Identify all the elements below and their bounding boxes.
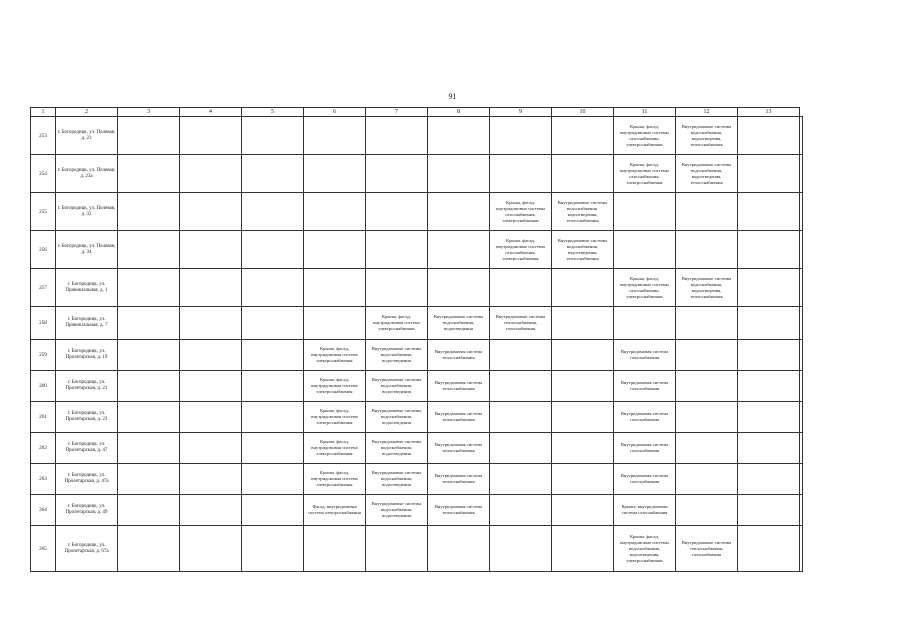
work-cell [676, 495, 738, 526]
work-text: Крыша, фасад, внутридомовые системы газоснабжения, электроснабжения [496, 199, 545, 223]
work-cell [180, 464, 242, 495]
work-text: Внутридомовые системы водоснабжения, водоотведения, теплоснабжения [681, 123, 732, 147]
work-cell [118, 231, 180, 269]
column-header: 8 [428, 108, 490, 117]
work-text: Внутридомовая система газоснабжения [620, 349, 669, 360]
work-text: Крыша, фасад, внутридомовые системы газоснабжения, электроснабжения [496, 237, 545, 261]
work-cell [676, 371, 738, 402]
work-cell [552, 117, 614, 155]
column-header: 13 [738, 108, 800, 117]
work-text: Внутридомовая система газоснабжения [620, 442, 669, 453]
row-number: 260 [31, 371, 56, 402]
work-text: Крыша, фасад, внутридомовая система электроснабжения [311, 377, 358, 394]
work-cell [118, 117, 180, 155]
work-cell [738, 269, 800, 307]
work-cell [800, 155, 803, 193]
work-cell [552, 340, 614, 371]
work-cell [676, 402, 738, 433]
work-cell [614, 117, 676, 155]
work-cell [118, 433, 180, 464]
work-cell [614, 495, 676, 526]
work-cell [738, 402, 800, 433]
work-cell [366, 371, 428, 402]
work-text: Внутридомовые системы водоснабжения, водоотведения, теплоснабжения [681, 161, 732, 185]
work-cell [428, 231, 490, 269]
work-cell [552, 464, 614, 495]
work-cell [242, 155, 304, 193]
work-text: Крыша, фасад, внутридомовые системы газоснабжения, электроснабжения [620, 161, 669, 185]
work-cell [676, 340, 738, 371]
column-header: 11 [614, 108, 676, 117]
work-cell [552, 495, 614, 526]
work-cell [428, 371, 490, 402]
work-cell [676, 526, 738, 572]
work-cell [490, 117, 552, 155]
work-cell [118, 526, 180, 572]
work-text: Внутридомовые системы водоснабжения, водоотведения, теплоснабжения [557, 237, 608, 261]
work-cell [242, 231, 304, 269]
work-text: Внутридомовые системы теплоснабжения, газоснабжения [495, 314, 546, 331]
work-cell [800, 269, 803, 307]
table-row [31, 155, 803, 193]
row-number: 261 [31, 402, 56, 433]
work-cell [242, 269, 304, 307]
work-cell [614, 402, 676, 433]
work-cell [738, 340, 800, 371]
work-cell [428, 433, 490, 464]
work-cell [800, 307, 803, 340]
work-cell [490, 402, 552, 433]
work-cell [552, 155, 614, 193]
work-cell [304, 433, 366, 464]
work-cell [366, 307, 428, 340]
table-row [31, 269, 803, 307]
work-cell [180, 193, 242, 231]
address-cell: г. Богородицк, ул. Полевая, д. 23 [56, 117, 118, 155]
work-cell [800, 402, 803, 433]
work-cell [180, 371, 242, 402]
work-text: Крыша, фасад, внутридомовые системы газоснабжения, электроснабжения [620, 123, 669, 147]
work-cell [118, 193, 180, 231]
work-text: Крыша, фасад, внутридомовая система электроснабжения [373, 314, 420, 331]
work-cell [738, 495, 800, 526]
work-cell [676, 193, 738, 231]
row-number: 256 [31, 231, 56, 269]
work-cell [676, 307, 738, 340]
address-cell: г. Богородицк, ул. Пролетарская, д. 49 [56, 495, 118, 526]
work-cell [614, 464, 676, 495]
work-cell [118, 340, 180, 371]
work-cell [366, 402, 428, 433]
table-row [31, 402, 803, 433]
work-cell [676, 231, 738, 269]
work-cell [800, 117, 803, 155]
work-cell [366, 340, 428, 371]
work-cell [552, 231, 614, 269]
address-cell: г. Богородицк, ул. Пролетарская, д. 23 [56, 402, 118, 433]
work-cell [738, 464, 800, 495]
work-cell [180, 526, 242, 572]
column-header: 6 [304, 108, 366, 117]
work-cell [304, 307, 366, 340]
address-cell: г. Богородицк, ул. Полевая, д. 32 [56, 193, 118, 231]
work-text: Внутридомовая система теплоснабжения [434, 380, 483, 391]
work-cell [242, 371, 304, 402]
work-cell [428, 464, 490, 495]
column-header: 7 [366, 108, 428, 117]
work-cell [242, 193, 304, 231]
work-text: Внутридомовая система теплоснабжения [434, 473, 483, 484]
work-cell [490, 155, 552, 193]
work-cell [242, 495, 304, 526]
work-cell [614, 269, 676, 307]
work-cell [552, 307, 614, 340]
work-cell [304, 402, 366, 433]
work-cell [676, 464, 738, 495]
work-cell [304, 464, 366, 495]
work-cell [118, 495, 180, 526]
work-cell [242, 526, 304, 572]
work-cell [180, 340, 242, 371]
work-text: Крыша, фасад, внутридомовая система электроснабжения [311, 439, 358, 456]
work-cell [490, 371, 552, 402]
work-cell [366, 155, 428, 193]
work-cell [614, 193, 676, 231]
work-text: Внутридомовые системы водоснабжения, водоотведения [371, 408, 422, 425]
work-cell [738, 117, 800, 155]
work-cell [800, 526, 803, 572]
work-cell [490, 307, 552, 340]
work-cell [614, 155, 676, 193]
work-cell [118, 307, 180, 340]
work-cell [242, 307, 304, 340]
work-cell [738, 231, 800, 269]
work-cell [490, 193, 552, 231]
address-cell: г. Богородицк, ул. Полевая, д. 23а [56, 155, 118, 193]
work-cell [366, 526, 428, 572]
work-cell [366, 193, 428, 231]
row-number: 265 [31, 526, 56, 572]
work-text: Крыша, фасад, внутридомовая система электроснабжения [311, 408, 358, 425]
work-cell [676, 433, 738, 464]
work-cell [304, 117, 366, 155]
work-cell [676, 155, 738, 193]
work-cell [614, 231, 676, 269]
work-cell [428, 526, 490, 572]
work-text: Внутридомовая система газоснабжения [620, 380, 669, 391]
work-cell [366, 464, 428, 495]
work-cell [738, 155, 800, 193]
work-cell [304, 231, 366, 269]
table-row [31, 340, 803, 371]
work-text: Крыша, фасад, внутридомовая система электроснабжения [311, 346, 358, 363]
row-number: 257 [31, 269, 56, 307]
work-cell [428, 340, 490, 371]
work-cell [180, 269, 242, 307]
work-cell [614, 340, 676, 371]
work-text: Внутридомовые системы водоснабжения, водоотведения, теплоснабжения [681, 275, 732, 299]
work-cell [738, 433, 800, 464]
table-row [31, 117, 803, 155]
work-cell [366, 495, 428, 526]
table-row [31, 526, 803, 572]
column-header: 9 [490, 108, 552, 117]
row-number: 259 [31, 340, 56, 371]
work-cell [428, 117, 490, 155]
work-cell [366, 117, 428, 155]
work-cell [676, 117, 738, 155]
work-cell [242, 340, 304, 371]
column-header: 3 [118, 108, 180, 117]
work-cell [118, 464, 180, 495]
work-cell [242, 402, 304, 433]
column-header: 10 [552, 108, 614, 117]
work-cell [800, 464, 803, 495]
address-cell: г. Богородицк, ул. Привокзальная, д. 7 [56, 307, 118, 340]
work-cell [552, 193, 614, 231]
work-cell [800, 340, 803, 371]
work-cell [738, 371, 800, 402]
work-cell [738, 526, 800, 572]
work-cell [304, 193, 366, 231]
work-cell [490, 433, 552, 464]
work-cell [366, 269, 428, 307]
work-cell [490, 526, 552, 572]
table-row [31, 371, 803, 402]
address-cell: г. Богородицк, ул. Пролетарская, д. 19 [56, 340, 118, 371]
address-cell: г. Богородицк, ул. Пролетарская, д. 67а [56, 526, 118, 572]
work-cell [552, 402, 614, 433]
address-cell: г. Богородицк, ул. Полевая, д. 34 [56, 231, 118, 269]
table-row [31, 495, 803, 526]
work-text: Внутридомовая система теплоснабжения [434, 411, 483, 422]
column-header: 12 [676, 108, 738, 117]
capital-repair-table [30, 107, 803, 572]
work-cell [366, 433, 428, 464]
work-cell [118, 269, 180, 307]
table-row [31, 464, 803, 495]
row-number: 264 [31, 495, 56, 526]
work-cell [738, 307, 800, 340]
work-cell [676, 269, 738, 307]
header-row [31, 108, 803, 117]
work-cell [800, 495, 803, 526]
work-text: Внутридомовые системы водоснабжения, водоотведения [433, 314, 484, 331]
row-number: 253 [31, 117, 56, 155]
page-number: 91 [448, 92, 457, 101]
work-cell [118, 155, 180, 193]
work-cell [180, 433, 242, 464]
work-cell [800, 371, 803, 402]
work-cell [180, 307, 242, 340]
work-text: Внутридомовые системы водоснабжения, водоотведения [371, 377, 422, 394]
work-text: Крыша, внутридомовая система газоснабжения [621, 504, 668, 515]
address-cell: г. Богородицк, ул. Пролетарская, д. 47а [56, 464, 118, 495]
work-cell [614, 526, 676, 572]
work-cell [428, 495, 490, 526]
work-cell [118, 402, 180, 433]
work-cell [304, 371, 366, 402]
work-cell [428, 402, 490, 433]
work-cell [366, 231, 428, 269]
work-cell [552, 269, 614, 307]
work-cell [242, 117, 304, 155]
row-number: 258 [31, 307, 56, 340]
work-cell [614, 433, 676, 464]
work-text: Внутридомовые системы водоснабжения, водоотведения [371, 470, 422, 487]
work-cell [428, 193, 490, 231]
work-text: Внутридомовая система теплоснабжения [434, 442, 483, 453]
work-text: Внутридомовые системы водоснабжения, водоотведения [371, 501, 422, 518]
address-cell: г. Богородицк, ул. Пролетарская, д. 21 [56, 371, 118, 402]
work-cell [428, 155, 490, 193]
work-cell [180, 495, 242, 526]
work-cell [304, 269, 366, 307]
column-header: 2 [56, 108, 118, 117]
work-text: Внутридомовая система газоснабжения [620, 411, 669, 422]
work-cell [552, 526, 614, 572]
work-text: Крыша, фасад, внутридомовые системы водоснабжения, водоотведения, электроснабжения [620, 533, 669, 563]
column-header: 1 [31, 108, 56, 117]
work-text: Внутридомовые системы водоснабжения, водоотведения [371, 439, 422, 456]
table-row [31, 193, 803, 231]
row-number: 255 [31, 193, 56, 231]
work-text: Внутридомовые системы водоснабжения, водоотведения, теплоснабжения [557, 199, 608, 223]
work-cell [490, 231, 552, 269]
work-cell [242, 433, 304, 464]
work-text: Внутридомовая система газоснабжения [620, 473, 669, 484]
work-cell [800, 433, 803, 464]
work-text: Внутридомовые системы водоснабжения, водоотведения [371, 346, 422, 363]
work-cell [180, 402, 242, 433]
table-row [31, 307, 803, 340]
work-cell [304, 495, 366, 526]
work-cell [738, 193, 800, 231]
work-cell [118, 371, 180, 402]
work-text: Фасад, внутридомовая система электроснабжения [308, 504, 361, 515]
work-cell [180, 231, 242, 269]
address-cell: г. Богородицк, ул. Привокзальная, д. 1 [56, 269, 118, 307]
column-header: 4 [180, 108, 242, 117]
work-cell [180, 155, 242, 193]
work-cell [552, 371, 614, 402]
work-cell [490, 464, 552, 495]
work-text: Внутридомовая система теплоснабжения [434, 349, 483, 360]
work-cell [304, 155, 366, 193]
work-cell [490, 269, 552, 307]
work-text: Внутридомовая система теплоснабжения [434, 504, 483, 515]
work-cell [490, 340, 552, 371]
work-cell [304, 340, 366, 371]
work-cell [552, 433, 614, 464]
work-text: Крыша, фасад, внутридомовые системы газоснабжения, электроснабжения [620, 275, 669, 299]
work-cell [428, 269, 490, 307]
work-cell [614, 307, 676, 340]
work-cell [614, 371, 676, 402]
work-cell [800, 193, 803, 231]
address-cell: г. Богородицк, ул. Пролетарская, д. 47 [56, 433, 118, 464]
work-cell [428, 307, 490, 340]
work-text: Внутридомовые системы теплоснабжения, газоснабжения [681, 539, 732, 557]
work-cell [180, 117, 242, 155]
table-row [31, 433, 803, 464]
row-number: 263 [31, 464, 56, 495]
work-cell [242, 464, 304, 495]
work-cell [304, 526, 366, 572]
column-header: 5 [242, 108, 304, 117]
table-row [31, 231, 803, 269]
work-cell [800, 231, 803, 269]
work-text: Крыша, фасад, внутридомовая система электроснабжения [311, 470, 358, 487]
work-cell [490, 495, 552, 526]
row-number: 262 [31, 433, 56, 464]
row-number: 254 [31, 155, 56, 193]
